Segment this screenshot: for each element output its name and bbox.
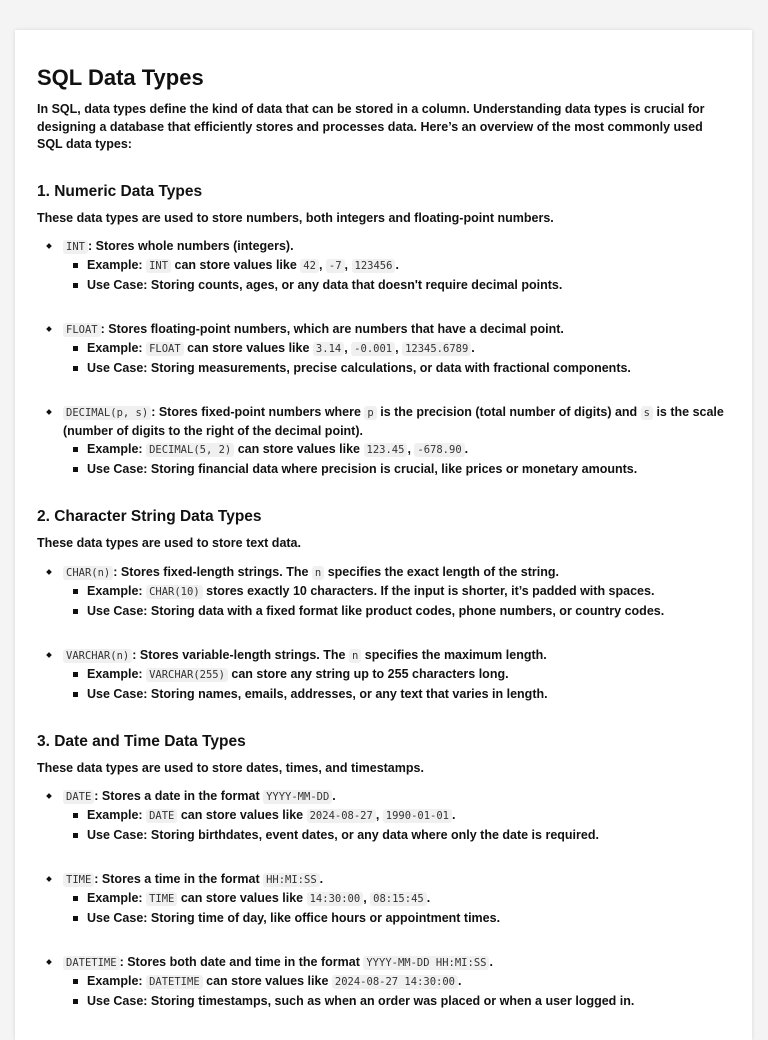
type-code: INT — [63, 240, 88, 254]
use-case-item: Use Case: Storing time of day, like office hours or appointment times. — [63, 909, 730, 928]
section-intro: These data types are used to store dates, times, and timestamps. — [37, 760, 424, 775]
use-case-item: Use Case: Storing names, emails, addresses, or any text that varies in length. — [63, 685, 730, 704]
section-intro: These data types are used to store numbers, both integers and floating-point numbers. — [37, 210, 554, 225]
type-item: VARCHAR(n) : Stores variable-length strings. The n specifies the maximum length. Example: VARCHAR(255) can store any string up to 255 characters long. Use Case: Storing names, emails, addresses, or any text that varies in length. — [37, 646, 730, 704]
example-code: VARCHAR(255) — [146, 668, 228, 682]
param-code: n — [349, 649, 361, 663]
type-code: FLOAT — [63, 323, 101, 337]
param-code: HH:MI:SS — [263, 873, 320, 887]
param-code: YYYY-MM-DD HH:MI:SS — [363, 956, 489, 970]
type-list — [37, 563, 730, 704]
type-list — [37, 787, 730, 1011]
use-case-item: Use Case: Storing financial data where precision is crucial, like prices or monetary amounts. — [63, 460, 730, 479]
type-item: CHAR(n) : Stores fixed-length strings. The n specifies the exact length of the string. Example: CHAR(10) stores exactly 10 characters. If the input is shorter, it’s padded with spaces. Use Case: Storing data with a fixed format like product codes, phone numbers, or country codes. — [37, 563, 730, 621]
section-heading: 2. Character String Data Types — [37, 508, 262, 525]
example-value: 42 — [300, 259, 319, 273]
type-item: FLOAT : Stores floating-point numbers, which are numbers that have a decimal point. Example: FLOAT can store values like 3.14 , -0.001 , 12345.6789 . Use Case: Storing measurements, precise calculations, or data with fractional components. — [37, 320, 730, 378]
page-title: SQL Data Types — [37, 65, 204, 90]
type-code: TIME — [63, 873, 94, 887]
page-intro: In SQL, data types define the kind of data that can be stored in a column. Understanding data types is crucial for designing a database that efficiently stores and processes data. Here’s an overview of the most commonly used SQL data types: — [37, 102, 705, 151]
detail-list — [63, 972, 730, 1011]
type-code: DECIMAL(p, s) — [63, 406, 151, 420]
param-code: YYYY-MM-DD — [263, 790, 332, 804]
use-case-item: Use Case: Storing counts, ages, or any data that doesn't require decimal points. — [63, 276, 730, 295]
type-item: INT : Stores whole numbers (integers). Example: INT can store values like 42 , -7 , 123456 . Use Case: Storing counts, ages, or any data that doesn't require decimal points. — [37, 237, 730, 295]
detail-list — [63, 339, 730, 378]
type-code: DATE — [63, 790, 94, 804]
example-item: Example: INT can store values like 42 , -7 , 123456 . — [63, 256, 730, 276]
example-code: TIME — [146, 892, 177, 906]
param-code: s — [641, 406, 653, 420]
example-item: Example: FLOAT can store values like 3.14 , -0.001 , 12345.6789 . — [63, 339, 730, 359]
example-value: 08:15:45 — [370, 892, 427, 906]
example-value: 2024-08-27 14:30:00 — [332, 975, 458, 989]
type-code: VARCHAR(n) — [63, 649, 132, 663]
example-item: Example: VARCHAR(255) can store any string up to 255 characters long. — [63, 665, 730, 685]
sections-container — [37, 182, 730, 1012]
example-code: INT — [146, 259, 171, 273]
example-value: -7 — [326, 259, 345, 273]
example-code: FLOAT — [146, 342, 184, 356]
example-value: -678.90 — [414, 443, 464, 457]
detail-list — [63, 256, 730, 295]
example-value: 2024-08-27 — [307, 809, 376, 823]
example-code: CHAR(10) — [146, 585, 203, 599]
param-code: p — [364, 406, 376, 420]
detail-list — [63, 582, 730, 621]
example-value: 123.45 — [364, 443, 408, 457]
example-value: 12345.6789 — [402, 342, 471, 356]
example-value: 1990-01-01 — [383, 809, 452, 823]
example-item: Example: DATETIME can store values like 2024-08-27 14:30:00 . — [63, 972, 730, 992]
detail-list — [63, 665, 730, 704]
example-item: Example: CHAR(10) stores exactly 10 characters. If the input is shorter, it’s padded with spaces. — [63, 582, 730, 602]
example-item: Example: TIME can store values like 14:30:00 , 08:15:45 . — [63, 889, 730, 909]
use-case-item: Use Case: Storing birthdates, event dates, or any data where only the date is required. — [63, 826, 730, 845]
type-item: TIME : Stores a time in the format HH:MI:SS . Example: TIME can store values like 14:30:00 , 08:15:45 . Use Case: Storing time of day, like office hours or appointment times. — [37, 870, 730, 928]
use-case-item: Use Case: Storing timestamps, such as when an order was placed or when a user logged in. — [63, 992, 730, 1011]
example-item: Example: DECIMAL(5, 2) can store values like 123.45 , -678.90 . — [63, 440, 730, 460]
example-value: -0.001 — [351, 342, 395, 356]
type-item: DATE : Stores a date in the format YYYY-MM-DD . Example: DATE can store values like 2024-08-27 , 1990-01-01 . Use Case: Storing birthdates, event dates, or any data where only the date is required. — [37, 787, 730, 845]
type-item: DECIMAL(p, s) : Stores fixed-point numbers where p is the precision (total number of digits) and s is the scale (number of digits to the right of the decimal point). Example: DECIMAL(5, 2) can store values like 123.45 , -678.90 . Use Case: Storing financial data where precision is crucial, like prices or monetary amounts. — [37, 403, 730, 479]
type-list — [37, 237, 730, 479]
type-item: DATETIME : Stores both date and time in the format YYYY-MM-DD HH:MI:SS . Example: DATETIME can store values like 2024-08-27 14:30:00 . Use Case: Storing timestamps, such as when an order was placed or when a user logged in. — [37, 953, 730, 1011]
type-code: CHAR(n) — [63, 566, 113, 580]
section-heading: 1. Numeric Data Types — [37, 182, 203, 200]
use-case-item: Use Case: Storing measurements, precise calculations, or data with fractional components. — [63, 359, 730, 378]
use-case-item: Use Case: Storing data with a fixed format like product codes, phone numbers, or country codes. — [63, 602, 730, 621]
example-value: 3.14 — [313, 342, 344, 356]
section-intro: These data types are used to store text data. — [37, 536, 301, 550]
document-page — [15, 30, 752, 1040]
example-value: 123456 — [352, 259, 396, 273]
param-code: n — [312, 566, 324, 580]
detail-list — [63, 889, 730, 928]
example-code: DATETIME — [146, 975, 203, 989]
example-item: Example: DATE can store values like 2024-08-27 , 1990-01-01 . — [63, 806, 730, 826]
example-code: DATE — [146, 809, 177, 823]
example-value: 14:30:00 — [307, 892, 364, 906]
section-heading: 3. Date and Time Data Types — [37, 732, 246, 750]
detail-list — [63, 806, 730, 845]
type-code: DATETIME — [63, 956, 120, 970]
detail-list — [63, 440, 730, 479]
example-code: DECIMAL(5, 2) — [146, 443, 234, 457]
